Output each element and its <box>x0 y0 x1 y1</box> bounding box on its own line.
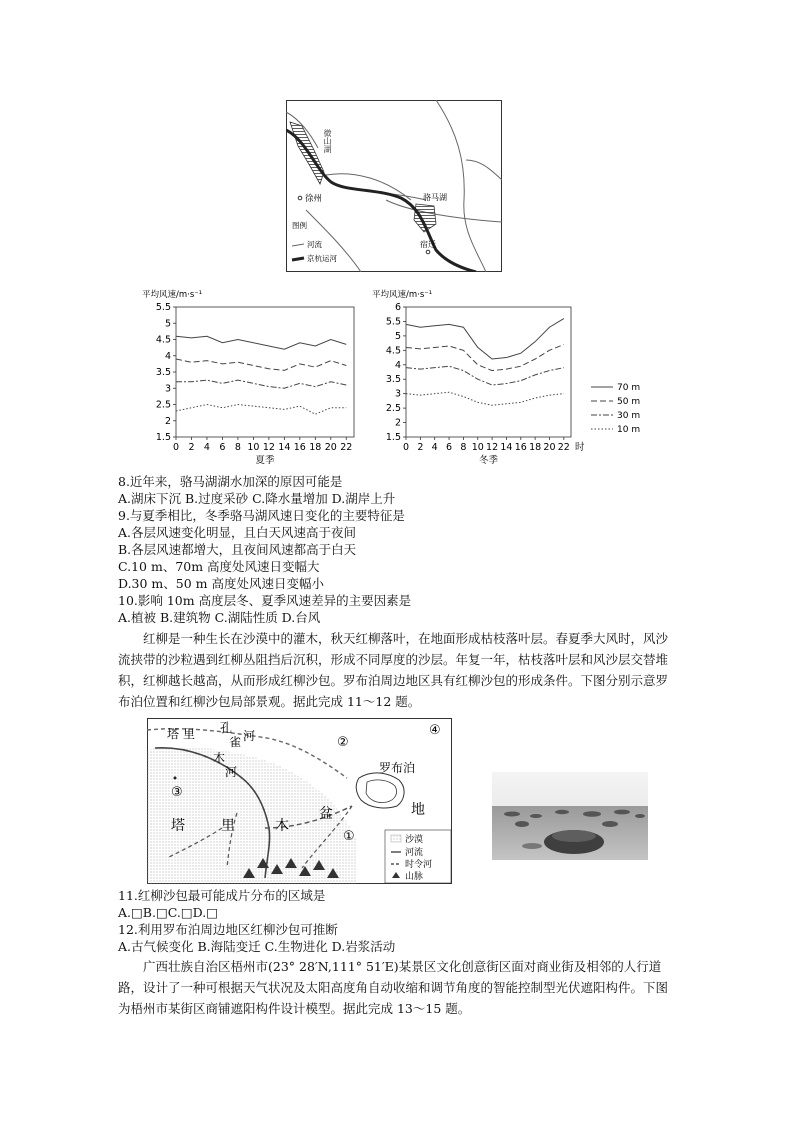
winter-wind-chart <box>370 285 650 470</box>
label-que: 雀 <box>229 735 242 749</box>
x-tick-label: 2 <box>417 442 424 453</box>
x-axis-label: 冬季 <box>478 455 499 466</box>
series-line-50m <box>176 359 346 370</box>
city-dot <box>298 196 302 200</box>
q9-stem: 9.与夏季相比，冬季骆马湖风速日变化的主要特征是 <box>118 508 405 523</box>
x-tick-label: 12 <box>486 442 499 453</box>
series-line-50m <box>406 345 564 371</box>
y-tick-label: 3.5 <box>385 374 401 386</box>
x-tick-label: 0 <box>172 442 180 453</box>
y-tick-label: 2.5 <box>155 399 171 411</box>
x-axis-label: 夏季 <box>255 455 275 466</box>
x-tick-label: 14 <box>500 442 513 453</box>
y-tick-label: 2 <box>164 415 171 427</box>
label-basin-pen: 盆 <box>319 806 333 822</box>
label-he-1: 河 <box>243 729 256 743</box>
x-tick-label: 4 <box>203 442 210 453</box>
y-tick-label: 5 <box>394 330 401 342</box>
lop-nur-map <box>147 718 452 884</box>
legend-river: 河流 <box>405 848 424 858</box>
q10-stem: 10.影响 10m 高度层冬、夏季风速差异的主要因素是 <box>118 593 412 608</box>
q9-option-a: A.各层风速变化明显，且白天风速高于夜间 <box>118 525 357 540</box>
x-tick-label: 22 <box>557 442 570 453</box>
label-he: 河 <box>225 765 238 779</box>
x-tick-label: 10 <box>247 442 260 453</box>
x-tick-label: 20 <box>324 442 337 453</box>
legend-river: 河流 <box>307 240 322 249</box>
x-tick-label: 12 <box>262 442 275 453</box>
series-line-30m <box>176 380 346 388</box>
q9-option-b: B.各层风速都增大，且夜间风速都高于白天 <box>118 542 357 557</box>
q8-stem: 8.近年来，骆马湖湖水加深的原因可能是 <box>118 474 343 489</box>
label-kongque-chars: 孔 <box>220 721 233 735</box>
x-tick-label: 6 <box>219 442 226 453</box>
label-ta: 塔 <box>167 727 180 741</box>
legend-canal: 京杭运河 <box>307 254 337 263</box>
x-tick-label: 18 <box>309 442 322 453</box>
q9-option-c: C.10 m、70m 高度处风速日变幅大 <box>118 559 320 574</box>
mark-1: ① <box>343 829 355 844</box>
legend-label: 10 m <box>617 425 641 435</box>
y-axis-label: 平均风速/m·s⁻¹ <box>372 290 433 300</box>
label-weishan: 微山湖 <box>308 129 332 138</box>
legend-label: 70 m <box>617 383 641 393</box>
y-tick-label: 4 <box>394 359 401 371</box>
x-tick-label: 0 <box>402 442 410 453</box>
y-tick-label: 1.5 <box>385 432 401 443</box>
mark-2: ② <box>337 735 349 750</box>
q12-stem: 12.利用罗布泊周边地区红柳沙包可推断 <box>118 922 338 937</box>
legend-label: 30 m <box>617 411 641 421</box>
y-tick-label: 5 <box>164 318 171 330</box>
y-tick-label: 4 <box>164 350 171 362</box>
hongliu-sand-mound-photo <box>492 772 648 860</box>
label-basin-mu: 木 <box>275 818 289 834</box>
x-tick-label: 8 <box>234 442 241 453</box>
x-tick-label: 10 <box>471 442 484 453</box>
y-tick-label: 3 <box>164 383 171 395</box>
x-unit-label: 时 <box>575 442 585 453</box>
x-tick-label: 14 <box>278 442 291 453</box>
x-tick-label: 2 <box>188 442 195 453</box>
y-tick-label: 2.5 <box>385 403 401 415</box>
y-tick-label: 5.5 <box>385 316 401 328</box>
q11-stem: 11.红柳沙包最可能成片分布的区域是 <box>118 888 326 903</box>
q10-options: A.植被 B.建筑物 C.湖陆性质 D.台风 <box>118 610 321 625</box>
legend-label: 50 m <box>617 397 641 407</box>
luoma-lake-map <box>286 100 502 272</box>
q9-option-d: D.30 m、50 m 高度处风速日变幅小 <box>118 576 324 591</box>
city-dot <box>426 250 430 254</box>
series-line-10m <box>176 405 346 415</box>
label-suqian: 宿迁 <box>420 240 436 249</box>
x-tick-label: 4 <box>431 442 438 453</box>
y-tick-label: 5.5 <box>155 302 171 313</box>
series-line-70m <box>406 319 564 359</box>
label-lop-nur: 罗布泊 <box>379 761 416 775</box>
label-basin-di: 地 <box>411 802 425 818</box>
x-tick-label: 16 <box>293 442 306 453</box>
y-axis-label: 平均风速/m·s⁻¹ <box>142 290 203 300</box>
label-mu: 木 <box>213 751 226 765</box>
label-basin-ta: 塔 <box>171 818 185 834</box>
y-tick-label: 2 <box>394 417 401 429</box>
y-tick-label: 6 <box>394 302 401 313</box>
x-tick-label: 8 <box>460 442 467 453</box>
passage-wuzhou: 广西壮族自治区梧州市(23° 28′N,111° 51′E)某景区文化创意街区面对商业街及相邻的人行道路，设计了一种可根据天气状况及太阳高度角自动收缩和调节角度的智能控制型光伏遮阳构件。下图为梧州市某街区商铺遮阳构件设计模型。据此完成 13～15 题。 <box>118 959 669 1016</box>
legend-desert: 沙漠 <box>405 835 424 845</box>
x-tick-label: 6 <box>446 442 453 453</box>
mark-4: ④ <box>429 723 441 738</box>
legend-title: 图例 <box>292 221 307 230</box>
y-tick-label: 1.5 <box>155 432 171 443</box>
x-tick-label: 18 <box>529 442 542 453</box>
q12-options: A.古气候变化 B.海陆变迁 C.生物进化 D.岩浆活动 <box>118 939 396 954</box>
y-tick-label: 3.5 <box>155 367 171 378</box>
label-li: 里 <box>183 727 196 741</box>
q11-options: A.□B.□C.□D.□ <box>118 905 219 920</box>
q8-options: A.湖床下沉 B.过度采砂 C.降水量增加 D.湖岸上升 <box>118 491 396 506</box>
passage-hongliu: 红柳是一种生长在沙漠中的灌木，秋天红柳落叶，在地面形成枯枝落叶层。春夏季大风时，风沙流挟带的沙粒遇到红柳丛阻挡后沉积，形成不同厚度的沙层。年复一年，枯枝落叶层和风沙层交替堆积，红柳越长越高，从而形成红柳沙包。罗布泊周边地区具有红柳沙包的形成条件。下图分别示意罗布泊位置和红柳沙包局部景观。据此完成 11～12 题。 <box>118 631 669 709</box>
mark-3: ③ <box>171 785 183 800</box>
y-tick-label: 4.5 <box>155 334 171 346</box>
series-line-70m <box>176 336 346 349</box>
y-tick-label: 4.5 <box>385 345 401 357</box>
label-basin-li: 里 <box>221 818 235 834</box>
label-luoma: 骆马湖 <box>423 193 447 202</box>
x-tick-label: 20 <box>543 442 556 453</box>
legend-seasonal-river: 时令河 <box>405 860 433 870</box>
plot-frame <box>176 307 354 437</box>
x-tick-label: 22 <box>340 442 353 453</box>
series-line-10m <box>406 392 564 405</box>
summer-wind-chart <box>140 285 365 470</box>
label-xuzhou: 徐州 <box>305 194 323 204</box>
y-tick-label: 3 <box>394 388 401 400</box>
legend-mountain: 山脉 <box>405 872 424 882</box>
x-tick-label: 16 <box>514 442 527 453</box>
series-line-30m <box>406 366 564 385</box>
